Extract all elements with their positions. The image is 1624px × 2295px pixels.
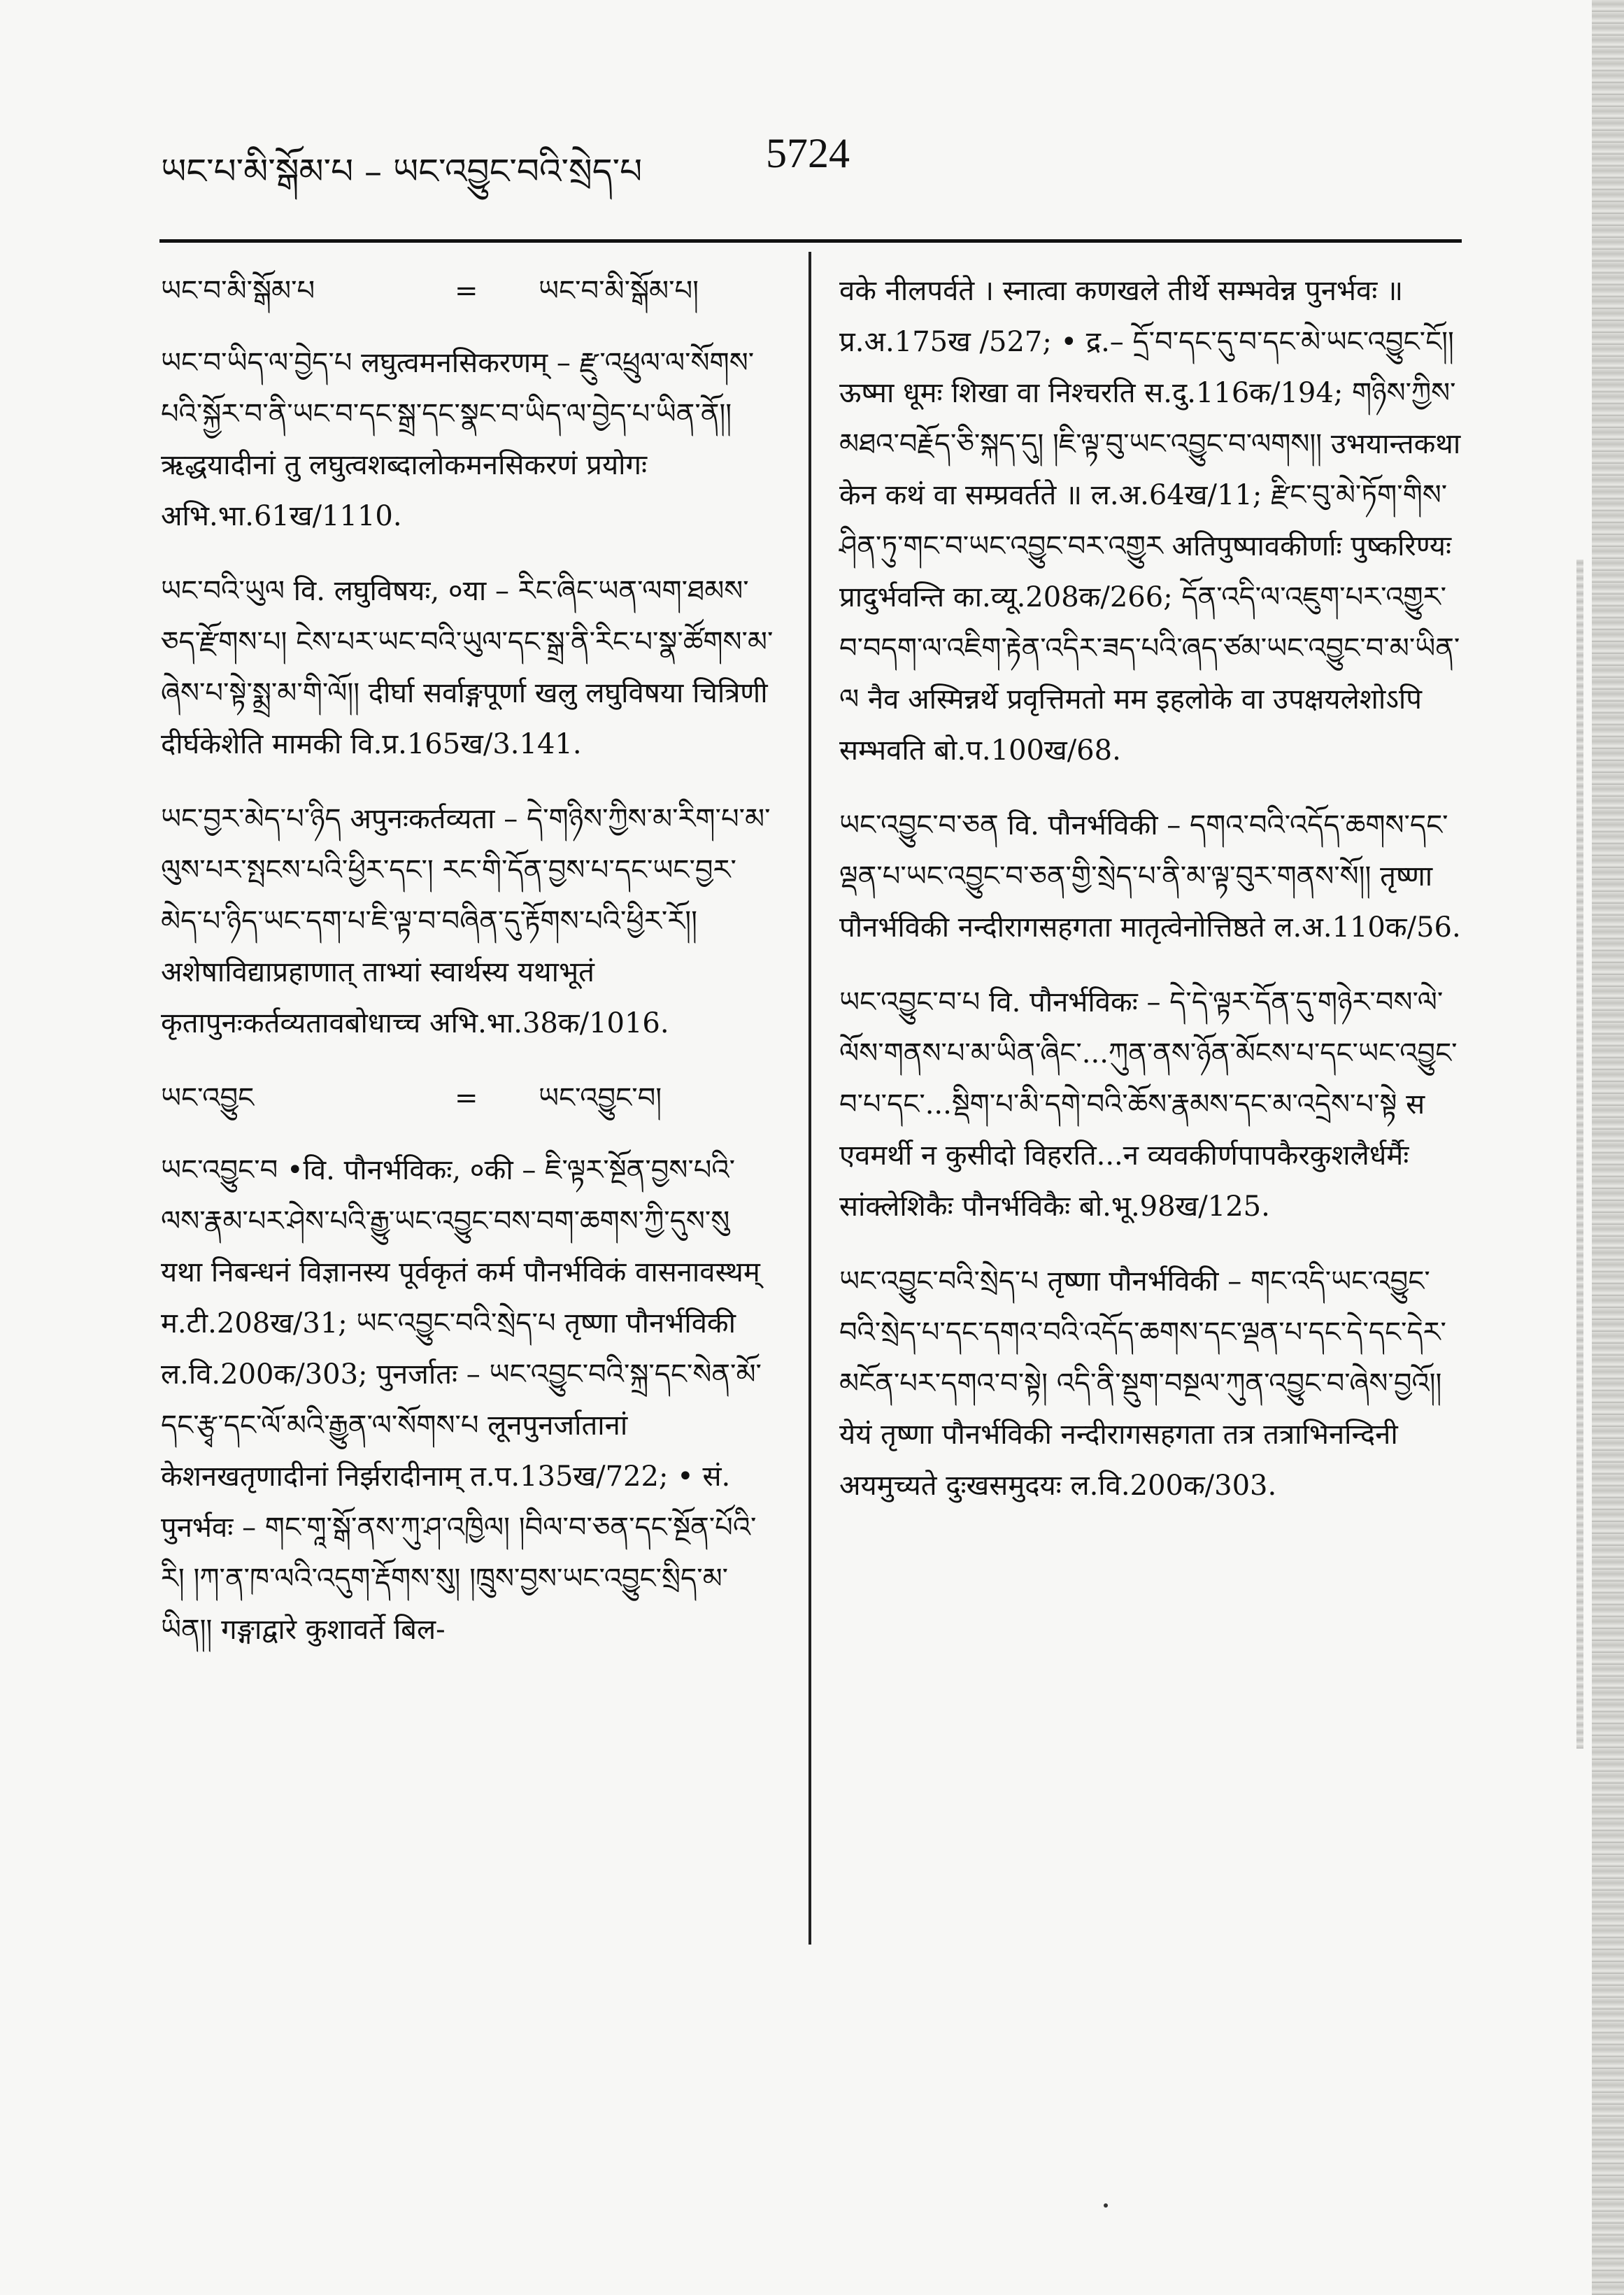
equals-sign: = — [455, 275, 478, 307]
dictionary-entry: ཡང་འབྱུང་བའི་སྲེད་པ तृष्णा पौनर्भविकी – གང་འདི་ཡང་འབྱུང་བའི་སྲེད་པ་དང་དགའ་བའི་འདོད་ཆགས་དང་ལྡན་པ་དང་དེ་དང་དེར་མངོན་པར་དགའ་བ་སྟེ། འདི་ནི་སྡུག་བསྔལ་ཀུན་འབྱུང་བ་ཞེས་བྱའོ།། येयं तृष्णा पौनर्भविकी नन्दीरागसहगता तत्र तत्राभिनन्दिनी अयमुच्यते दुःखसमुदयः ल.वि.200क/303. — [839, 1265, 1446, 1502]
dictionary-entry: ཡང་བའི་ཡུལ वि. लघुविषयः, ०या – རིང་ཞིང་ཡན་ལག་ཐམས་ཅད་རྫོགས་པ། ངེས་པར་ཡང་བའི་ཡུལ་དང་སྒྲ་ནི་རིང་པ་སྣ་ཚོགས་མ་ཞེས་པ་སྟེ་སྨྲ་མ་གི་ལོ།། दीर्घा सर्वाङ्गपूर्णा खलु लघुविषया चित्रिणी दीर्घकेशेति मामकी वि.प्र.165ख/3.141. — [161, 575, 774, 760]
right-column — [839, 266, 1462, 1535]
header-rule — [159, 239, 1462, 243]
dictionary-entry: ཡང་བྱར་མེད་པ་ཉིད अपुनःकर्तव्यता – དེ་གཉིས་ཀྱིས་མ་རིག་པ་མ་ལུས་པར་སྤངས་པའི་ཕྱིར་དང་། རང་གི་དོན་བྱས་པ་དང་ཡང་བྱར་མེད་པ་ཉིད་ཡང་དག་པ་ཇི་ལྟ་བ་བཞིན་དུ་རྟོགས་པའི་ཕྱིར་རོ།། अशेषाविद्याप्रहाणात् ताभ्यां स्वार्थस्य यथाभूतं कृतापुनःकर्तव्यतावबोधाच्च अभि.भा.38क/1016. — [161, 803, 771, 1039]
dictionary-entry: ཡང་བ་ཡིད་ལ་བྱེད་པ लघुत्वमनसिकरणम् – རྫུ་འཕྲུལ་ལ་སོགས་པའི་སྐྱོར་བ་ནི་ཡང་བ་དང་སྒྲ་དང་སྣང་བ་ཡིད་ལ་བྱེད་པ་ཡིན་ནོ།། ऋद्धयादीनां तु लघुत्वशब्दालोकमनसिकरणं प्रयोगः अभि.भा.61ख/1110. — [161, 347, 755, 532]
cross-reference-target: ཡང་འབྱུང་བ། — [539, 1082, 662, 1114]
left-column — [161, 266, 776, 1679]
cross-reference-entry — [161, 266, 776, 317]
entry-headword: ཡང་འབྱུང — [161, 1082, 255, 1114]
dictionary-entry-continued: वके नीलपर्वते । स्नात्वा कणखले तीर्थे सम्भवेन्न पुनर्भवः ॥ प्र.अ.175ख /527; • द्र.– དྲོ་བ་དང་དུ་བ་དང་མེ་ཡང་འབྱུང་ངོ།། ऊष्मा धूमः शिखा वा निश्चरति स.दु.116क/194; གཉིས་ཀྱིས་མཐའ་བརྗོད་ཅི་སྐད་དུ། །ཇི་ལྟ་བུ་ཡང་འབྱུང་བ་ལགས།། उभयान्तकथा केन कथं वा सम्प्रवर्तते ॥ ल.अ.64ख/11; རྫིང་བུ་མེ་ཏོག་གིས་ཤིན་ཏུ་གང་བ་ཡང་འབྱུང་བར་འགྱུར अतिपुष्पावकीर्णाः पुष्करिण्यः प्रादुर्भवन्ति का.व्यू.208क/266; དོན་འདི་ལ་འཇུག་པར་འགྱུར་བ་བདག་ལ་འཇིག་རྟེན་འདིར་ཟད་པའི་ཞད་ཙམ་ཡང་འབྱུང་བ་མ་ཡིན་ལ नैव अस्मिन्नर्थे प्रवृत्तिमतो मम इहलोके वा उपक्षयलेशोऽपि सम्भवति बो.प.100ख/68. — [839, 275, 1461, 767]
scan-edge — [1592, 0, 1624, 2295]
running-head: ཡང་པ་མི་སྒོམ་པ – ཡང་འབྱུང་བའི་སྲེད་པ — [161, 151, 643, 192]
scan-edge-shadow — [1576, 560, 1583, 1749]
page-header — [0, 0, 1624, 231]
page-number: 5724 — [766, 130, 850, 176]
cross-reference-entry — [161, 1073, 776, 1124]
dictionary-entry: ཡང་འབྱུང་བ་ཅན वि. पौनर्भविकी – དགའ་བའི་འདོད་ཆགས་དང་ལྡན་པ་ཡང་འབྱུང་བ་ཅན་གྱི་སྲེད་པ་ནི་མ་ལྟ་བུར་གནས་སོ།། तृष्णा पौनर्भविकी नन्दीरागसहगता मातृत्वेनोत्तिष्ठते ल.अ.110क/56. — [839, 809, 1461, 944]
dictionary-entry: ཡང་འབྱུང་བ •वि. पौनर्भविकः, ०की – ཇི་ལྟར་སྔོན་བྱས་པའི་ལས་རྣམ་པར་ཤེས་པའི་རྒྱུ་ཡང་འབྱུང་བས་བག་ཆགས་ཀྱི་དུས་སུ यथा निबन्धनं विज्ञानस्य पूर्वकृतं कर्म पौनर्भविकं वासनावस्थम् म.टी.208ख/31; ཡང་འབྱུང་བའི་སྲེད་པ तृष्णा पौनर्भविकी ल.वि.200क/303; पुनर्जातः – ཡང་འབྱུང་བའི་སྐྲ་དང་སེན་མོ་དང་རྩྭ་དང་ལོ་མའི་རྒྱུན་ལ་སོགས་པ लूनपुनर्जातानां केशनखतृणादीनां निर्झरादीनाम् त.प.135ख/722; • सं. पुनर्भवः – གང་གཱ་སྒོ་ནས་ཀུ་ཤ་འཁྱིལ། །བིལ་བ་ཅན་དང་སྔོན་པོའི་རི། །ཀ་ན་ཁ་ལའི་འདུག་རྡོགས་སུ། །ཁྲུས་བྱས་ཡང་འབྱུང་སྲིད་མ་ཡིན།། गङ्गाद्वारे कुशावर्ते बिल- — [161, 1154, 762, 1646]
scan-speck — [1104, 2203, 1108, 2208]
entry-headword: ཡང་བ་མི་སྒོམ་པ — [161, 275, 315, 307]
column-divider — [809, 252, 811, 1945]
equals-sign: = — [455, 1082, 478, 1114]
dictionary-entry: ཡང་འབྱུང་བ་པ वि. पौनर्भविकः – དེ་དེ་ལྟར་དོན་དུ་གཉེར་བས་ལེ་ལོས་གནས་པ་མ་ཡིན་ཞིང་...ཀུན་ནས་ཉོན་མོངས་པ་དང་ཡང་འབྱུང་བ་པ་དང་...སྡིག་པ་མི་དགེ་བའི་ཆོས་རྣམས་དང་མ་འདྲེས་པ་སྟེ स एवमर्थी न कुसीदो विहरति...न व्यवकीर्णपापकैरकुशलैर्धर्मैः सांक्लेशिकैः पौनर्भविकैः बो.भू.98ख/125. — [839, 986, 1458, 1223]
cross-reference-target: ཡང་བ་མི་སྒོམ་པ། — [539, 275, 699, 307]
